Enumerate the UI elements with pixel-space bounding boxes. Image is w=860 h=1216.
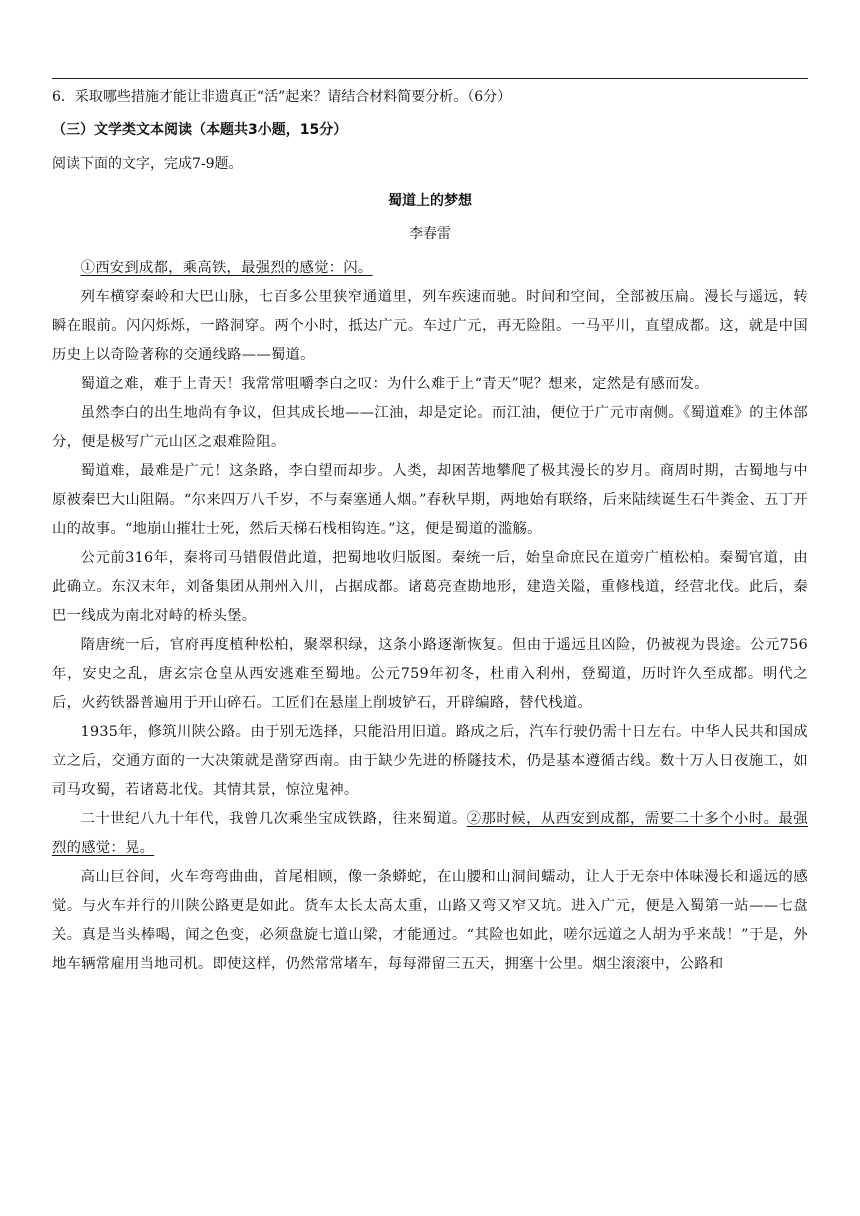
article-body bbox=[52, 254, 808, 979]
paragraph-9-lead: 二十世纪八九十年代，我曾几次乘坐宝成铁路，往来蜀道。 bbox=[80, 811, 467, 827]
paragraph-7: 隋唐统一后，官府再度植种松柏，聚翠积绿，这条小路逐渐恢复。但由于遥远且凶险，仍被视为畏途。公元756年，安史之乱，唐玄宗仓皇从西安逃难至蜀地。公元759年初冬，杜甫入利州，登蜀道，历时许久至成都。明代之后，火药铁器普遍用于开山碎石。工匠们在悬崖上削坡铲石，开辟编路，替代栈道。 bbox=[52, 637, 808, 711]
header-rule bbox=[52, 78, 808, 79]
paragraph-10: 高山巨谷间，火车弯弯曲曲，首尾相顾，像一条蟒蛇，在山腰和山洞间蠕动，让人于无奈中体味漫长和遥远的感觉。与火车并行的川陕公路更是如此。货车太长太高太重，山路又弯又窄又坑。进入广元，便是入蜀第一站——七盘关。真是当头棒喝，闻之色变，必须盘旋七道山梁，才能通过。“其险也如此，嗟尔远道之人胡为乎来哉！”于是，外地车辆常雇用当地司机。即使这样，仍然常常堵车，每每滞留三五天，拥塞十公里。烟尘滚滚中，公路和 bbox=[52, 869, 808, 972]
section-header: （三）文学类文本阅读（本题共3小题，15分） bbox=[52, 122, 348, 138]
paragraph-5: 蜀道难，最难是广元！这条路，李白望而却步。人类，却困苦地攀爬了极其漫长的岁月。商周时期，古蜀地与中原被秦巴大山阻隔。“尔来四万八千岁，不与秦塞通人烟。”春秋早期，两地始有联络，后来陆续诞生石牛粪金、五丁开山的故事。“地崩山摧壮士死，然后天梯石栈相钩连。”这，便是蜀道的滥觞。 bbox=[52, 463, 808, 537]
paragraph-2: 列车横穿秦岭和大巴山脉，七百多公里狭窄通道里，列车疾速而驰。时间和空间，全部被压扁。漫长与遥远，转瞬在眼前。闪闪烁烁，一路洞穿。两个小时，抵达广元。车过广元，再无险阻。一马平川，直望成都。这，就是中国历史上以奇险著称的交通线路——蜀道。 bbox=[52, 289, 808, 363]
document-page bbox=[52, 84, 808, 979]
underlined-sentence-2: ②那时候，从西安到成都，需要二十多个小时。最强烈的感觉：晃。 bbox=[52, 811, 808, 856]
paragraph-6: 公元前316年，秦将司马错假借此道，把蜀地收归版图。秦统一后，始皇命庶民在道旁广植松柏。秦蜀官道，由此确立。东汉末年，刘备集团从荆州入川，占据成都。诸葛亮查勘地形，建造关隘，重修栈道，经营北伐。此后，秦巴一线成为南北对峙的桥头堡。 bbox=[52, 550, 808, 624]
paragraph-8: 1935年，修筑川陕公路。由于别无选择，只能沿用旧道。路成之后，汽车行驶仍需十日左右。中华人民共和国成立之后，交通方面的一大决策就是凿穿西南。由于缺少先进的桥隧技术，仍是基本遵循古线。数十万人日夜施工，如司马攻蜀，若诸葛北伐。其情其景，惊泣鬼神。 bbox=[52, 724, 808, 798]
question-6: 6．采取哪些措施才能让非遗真正“活”起来？请结合材料简要分析。（6分） bbox=[52, 89, 512, 105]
paragraph-1 bbox=[52, 254, 808, 283]
article-author: 李春雷 bbox=[409, 226, 451, 242]
paragraph-4: 虽然李白的出生地尚有争议，但其成长地——江油，却是定论。而江油，便位于广元市南侧。《蜀道难》的主体部分，便是极写广元山区之艰难险阻。 bbox=[52, 405, 808, 450]
reading-instruction: 阅读下面的文字，完成7-9题。 bbox=[52, 156, 243, 172]
underlined-sentence-1: ①西安到成都，乘高铁，最强烈的感觉：闪。 bbox=[80, 260, 373, 276]
article-title: 蜀道上的梦想 bbox=[388, 193, 472, 209]
paragraph-3: 蜀道之难，难于上青天！我常常咀嚼李白之叹：为什么难于上“青天”呢？想来，定然是有感而发。 bbox=[80, 376, 709, 392]
paragraph-9 bbox=[52, 805, 808, 863]
